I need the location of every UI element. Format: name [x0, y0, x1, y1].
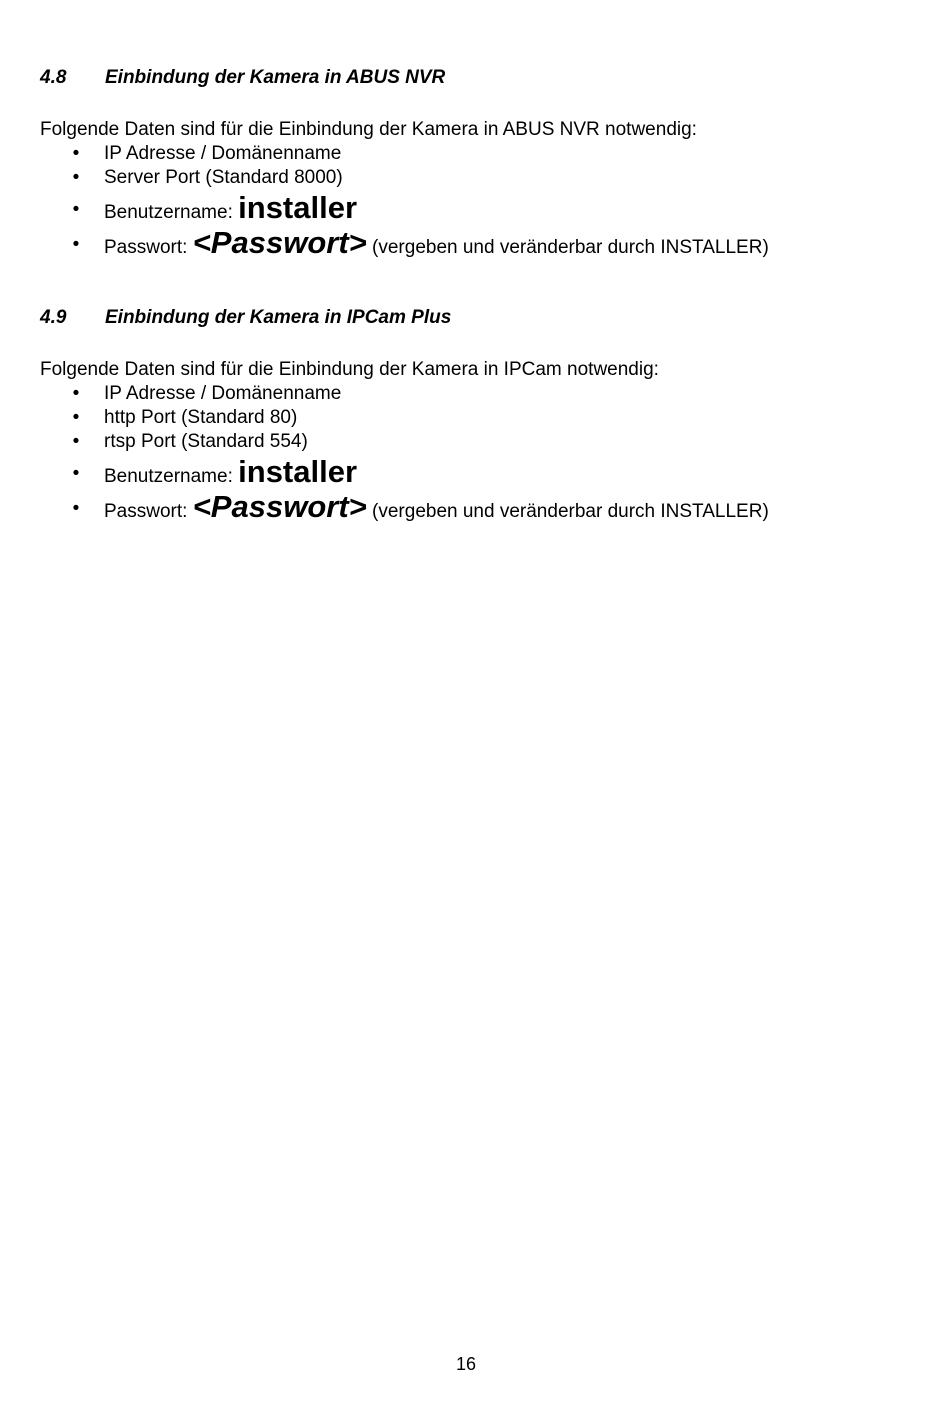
list-item-password [40, 489, 920, 524]
section-number: 4.9 [40, 307, 67, 328]
requirements-list [40, 142, 920, 260]
password-label: Passwort: [104, 501, 193, 522]
list-item-text: IP Adresse / Domänenname [104, 383, 342, 404]
bullet-icon: • [72, 463, 80, 484]
requirements-list [40, 382, 920, 524]
username-label: Benutzername: [104, 202, 239, 223]
list-item [40, 142, 920, 166]
username-value: installer [238, 454, 358, 489]
list-item [40, 166, 920, 190]
password-label: Passwort: [104, 237, 193, 258]
section-heading [40, 306, 920, 330]
section-heading [40, 66, 920, 90]
password-value: <Passwort> [192, 489, 367, 524]
list-item-password [40, 225, 920, 260]
list-item [40, 430, 920, 454]
section-intro: Folgende Daten sind für die Einbindung der Kamera in ABUS NVR notwendig: [40, 119, 697, 140]
list-item-username [40, 454, 920, 489]
list-item [40, 406, 920, 430]
section-number: 4.8 [40, 67, 67, 88]
username-value: installer [238, 190, 358, 225]
list-item-text: rtsp Port (Standard 554) [104, 431, 308, 452]
bullet-icon: • [72, 431, 80, 452]
list-item-text: IP Adresse / Domänenname [104, 143, 342, 164]
section-abus-nvr [40, 66, 920, 260]
bullet-icon: • [72, 383, 80, 404]
page-number: 16 [455, 1354, 477, 1374]
bullet-icon: • [72, 234, 80, 255]
bullet-icon: • [72, 199, 80, 220]
password-note: (vergeben und veränderbar durch INSTALLER) [366, 501, 769, 522]
section-ipcam-plus [40, 306, 920, 524]
bullet-icon: • [72, 167, 80, 188]
list-item [40, 382, 920, 406]
section-intro: Folgende Daten sind für die Einbindung der Kamera in IPCam notwendig: [40, 359, 659, 380]
bullet-icon: • [72, 143, 80, 164]
password-value: <Passwort> [192, 225, 367, 260]
list-item-username [40, 190, 920, 225]
bullet-icon: • [72, 498, 80, 519]
list-item-text: http Port (Standard 80) [104, 407, 298, 428]
bullet-icon: • [72, 407, 80, 428]
section-title: Einbindung der Kamera in ABUS NVR [105, 67, 446, 88]
list-item-text: Server Port (Standard 8000) [104, 167, 343, 188]
username-label: Benutzername: [104, 466, 239, 487]
password-note: (vergeben und veränderbar durch INSTALLER) [366, 237, 769, 258]
section-title: Einbindung der Kamera in IPCam Plus [105, 307, 452, 328]
